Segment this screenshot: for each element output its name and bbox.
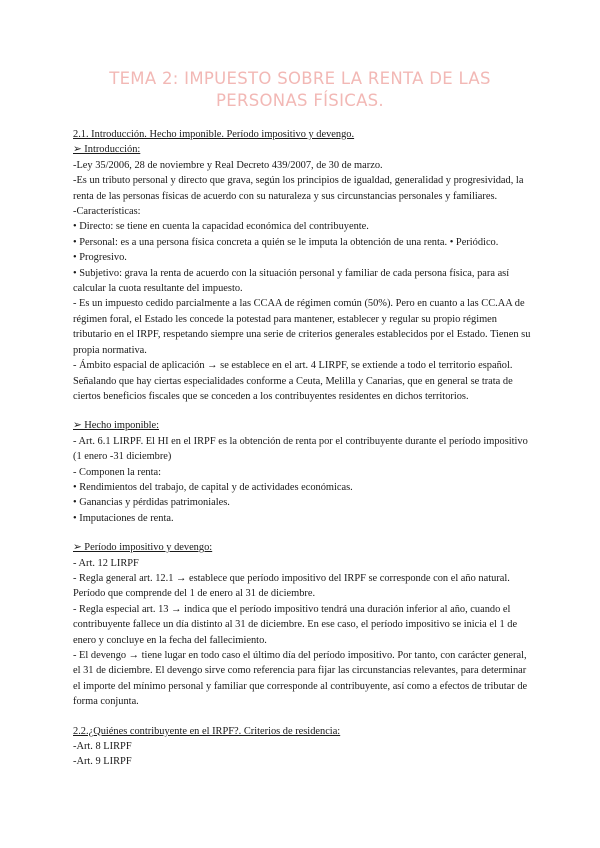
- title-line-2: PERSONAS FÍSICAS.: [216, 91, 384, 110]
- bullet-ganancias: • Ganancias y pérdidas patrimoniales.: [73, 497, 230, 509]
- paragraph-art-9: -Art. 9 LIRPF: [73, 756, 132, 768]
- bullet-rendimientos: • Rendimientos del trabajo, de capital y de actividades económicas.: [73, 481, 353, 493]
- document-title: [80, 68, 520, 112]
- paragraph-ambito: - Ámbito espacial de aplicación → se establece en el art. 4 LIRPF, se extiende a todo el territorio español. Señalando que hay ciertas especialidades conforme a Ceuta, Melilla y Canarias, que en general se trata de ciertos beneficios fiscales que se conceden a los contribuyentes residentes en dichos territorios.: [73, 360, 513, 402]
- spacer: [73, 404, 533, 418]
- paragraph-regla-general: - Regla general art. 12.1 → establece que período impositivo del IRPF se corresponde con el año natural. Período que comprende del 1 de enero al 31 de diciembre.: [73, 572, 510, 600]
- subheading-periodo: ➢ Período impositivo y devengo:: [73, 542, 213, 554]
- paragraph-art-8: -Art. 8 LIRPF: [73, 741, 132, 753]
- title-line-1: TEMA 2: IMPUESTO SOBRE LA RENTA DE LAS: [109, 69, 491, 88]
- label-componen: - Componen la renta:: [73, 466, 162, 478]
- subheading-introduccion: ➢ Introducción:: [73, 144, 141, 156]
- section-heading-2-1: 2.1. Introducción. Hecho imponible. Período impositivo y devengo.: [73, 129, 355, 140]
- bullet-directo: • Directo: se tiene en cuenta la capacidad económica del contribuyente.: [73, 221, 369, 233]
- paragraph-cedido: - Es un impuesto cedido parcialmente a las CCAA de régimen común (50%). Pero en cuanto a las CC.AA de régimen foral, el Estado les concede la potestad para mantener, establecer y regular su propio régimen tributario en el IRPF, respetando siempre una serie de criterios generales establecidos por el Estado. Tienen su propia normativa.: [73, 298, 531, 356]
- bullet-personal: • Personal: es a una persona física concreta a quién se le imputa la obtención de una renta. • Periódico.: [73, 236, 499, 248]
- paragraph-devengo: - El devengo → tiene lugar en todo caso el último día del período impositivo. Por tanto, con carácter general, el 31 de diciembre. El devengo sirve como referencia para fijar las circunstancias relevantes, para determinar el importe del mínimo personal y familiar que corresponde al contribuyente, así como a efectos de tributar de forma conjunta.: [73, 650, 528, 708]
- paragraph-definicion: -Es un tributo personal y directo que grava, según los principios de igualdad, generalidad y progresividad, la renta de las personas físicas de acuerdo con su naturaleza y sus circunstancias personales y familiares.: [73, 175, 524, 202]
- bullet-imputaciones: • Imputaciones de renta.: [73, 512, 174, 524]
- bullet-progresivo: • Progresivo.: [73, 252, 127, 264]
- subheading-hecho-imponible: ➢ Hecho imponible:: [73, 420, 160, 432]
- paragraph-art-12: - Art. 12 LIRPF: [73, 557, 139, 569]
- spacer: [73, 526, 533, 540]
- section-heading-2-2: 2.2.¿Quiénes contribuyente en el IRPF?. Criterios de residencia:: [73, 725, 341, 737]
- paragraph-regla-especial: - Regla especial art. 13 → indica que el período impositivo tendrá una duración inferior al año, cuando el contribuyente fallece un día distinto al 31 de diciembre. En ese caso, el período impositivo se inicia el 1 de enero y concluye en la fecha del fallecimiento.: [73, 603, 518, 646]
- document-body: [73, 127, 533, 770]
- paragraph-ley: -Ley 35/2006, 28 de noviembre y Real Decreto 439/2007, de 30 de marzo.: [73, 159, 383, 171]
- spacer: [73, 710, 533, 724]
- label-caracteristicas: -Características:: [73, 206, 141, 218]
- bullet-subjetivo: • Subjetivo: grava la renta de acuerdo con la situación personal y familiar de cada persona física, para así calcular la cuota resultante del impuesto.: [73, 267, 510, 295]
- paragraph-art-6: - Art. 6.1 LIRPF. El HI en el IRPF es la obtención de renta por el contribuyente durante el período impositivo (1 enero -31 diciembre): [73, 435, 528, 463]
